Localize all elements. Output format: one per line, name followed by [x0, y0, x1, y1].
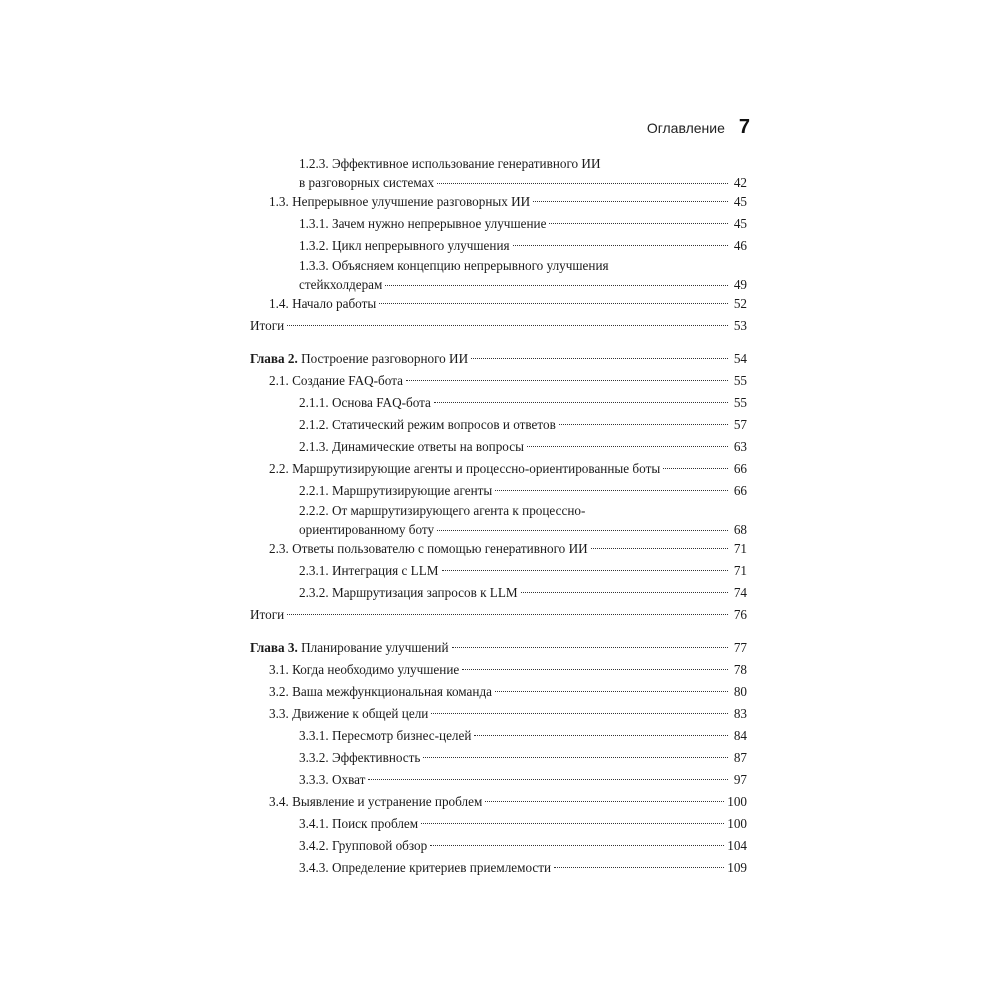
dot-leader — [554, 853, 724, 868]
toc-entry-title: 1.3.2. Цикл непрерывного улучшения — [299, 238, 510, 253]
toc-entry[interactable] — [246, 480, 747, 502]
toc-page-number: 45 — [733, 216, 747, 231]
toc-entry-title: Итоги — [250, 607, 285, 622]
toc-page-number: 80 — [733, 684, 747, 699]
toc-page-number: 63 — [733, 439, 747, 454]
toc-entry-title: 2.1.2. Статический режим вопросов и ответов — [299, 417, 556, 432]
toc-entry-title: 2.1.1. Основа FAQ-бота — [299, 395, 431, 410]
toc-entry-title: 2.3. Ответы пользователю с помощью генеративного ИИ — [269, 541, 588, 556]
toc-entry-title-line1: 2.2.2. От маршрутизирующего агента к процессно- — [299, 503, 586, 518]
toc-entry[interactable] — [246, 604, 747, 626]
toc-entry-title: 2.1. Создание FAQ-бота — [269, 373, 403, 388]
toc-entry-title: 2.2. Маршрутизирующие агенты и процессно-ориентированные боты — [269, 461, 661, 476]
toc-entry-title: 2.1.3. Динамические ответы на вопросы — [299, 439, 524, 454]
dot-leader — [437, 516, 728, 531]
toc-entry-title-line2: стейкхолдерам — [299, 277, 383, 292]
toc-entry-title: 2.2.1. Маршрутизирующие агенты — [299, 483, 493, 498]
dot-leader — [379, 289, 728, 304]
dot-leader — [430, 831, 724, 846]
toc-entry[interactable] — [246, 857, 747, 879]
toc-entry-title: 1.3.1. Зачем нужно непрерывное улучшение — [299, 216, 547, 231]
toc-entry[interactable] — [246, 235, 747, 257]
toc-page-number: 83 — [733, 706, 747, 721]
dot-leader — [406, 366, 728, 381]
toc-page-number: 76 — [733, 607, 747, 622]
running-header-title: Оглавление — [646, 120, 725, 136]
dot-leader — [431, 699, 728, 714]
dot-leader — [527, 432, 728, 447]
dot-leader — [495, 677, 728, 692]
toc-page-number: 55 — [733, 373, 747, 388]
toc-entry-title: 3.3.1. Пересмотр бизнес-целей — [299, 728, 472, 743]
dot-leader — [452, 633, 728, 648]
dot-leader — [474, 721, 728, 736]
dot-leader — [591, 534, 728, 549]
toc-entry-title-line2: в разговорных системах — [299, 175, 435, 190]
toc-entry-title: 3.3.3. Охват — [299, 772, 366, 787]
toc-entry[interactable] — [246, 155, 747, 191]
dot-leader — [368, 765, 728, 780]
toc-entry[interactable] — [246, 257, 747, 293]
toc-page-number: 42 — [733, 175, 747, 190]
toc-entry-title: 3.4.2. Групповой обзор — [299, 838, 428, 853]
toc-page-number: 71 — [733, 563, 747, 578]
toc-page-number: 77 — [733, 640, 747, 655]
dot-leader — [485, 787, 724, 802]
toc-page-number: 57 — [733, 417, 747, 432]
page-header — [620, 116, 750, 140]
dot-leader — [437, 169, 728, 184]
toc-entry-title: Итоги — [250, 318, 285, 333]
toc-page-number: 68 — [733, 522, 747, 537]
page-number: 7 — [738, 116, 750, 138]
toc-page-number: 53 — [733, 318, 747, 333]
toc-page-number: 66 — [733, 461, 747, 476]
toc-entry-title: 1.4. Начало работы — [269, 296, 377, 311]
dot-leader — [559, 410, 728, 425]
toc-page-number: 109 — [727, 860, 747, 875]
toc-entry-title: 2.3.2. Маршрутизация запросов к LLM — [299, 585, 518, 600]
dot-leader — [513, 231, 728, 246]
toc-entry-title: 1.3. Непрерывное улучшение разговорных ИИ — [269, 194, 531, 209]
toc-page-number: 54 — [733, 351, 747, 366]
chapter-title: Построение разговорного ИИ — [301, 351, 469, 366]
dot-leader — [442, 556, 729, 571]
chapter-title: Планирование улучшений — [301, 640, 449, 655]
toc-entry-title-line2: ориентированному боту — [299, 522, 435, 537]
toc-page-number: 45 — [733, 194, 747, 209]
toc-entry-title: 2.3.1. Интеграция с LLM — [299, 563, 439, 578]
toc-page-number: 78 — [733, 662, 747, 677]
toc-entry-title — [250, 637, 449, 659]
toc-entry-title-line1: 1.2.3. Эффективное использование генеративного ИИ — [299, 156, 601, 171]
dot-leader — [521, 578, 728, 593]
dot-leader — [471, 344, 728, 359]
chapter-label: Глава 3. — [250, 640, 298, 655]
toc-page-number: 104 — [727, 838, 747, 853]
toc-page-number: 100 — [727, 794, 747, 809]
toc-page-number: 100 — [727, 816, 747, 831]
dot-leader — [462, 655, 728, 670]
toc-page-number: 46 — [733, 238, 747, 253]
toc-page-number: 66 — [733, 483, 747, 498]
toc-page-number: 74 — [733, 585, 747, 600]
dot-leader — [495, 476, 728, 491]
toc-entry[interactable] — [246, 315, 747, 337]
toc-entry-title: 3.3. Движение к общей цели — [269, 706, 429, 721]
table-of-contents — [246, 155, 747, 879]
toc-page-number: 84 — [733, 728, 747, 743]
toc-entry-title-line1: 1.3.3. Объясняем концепцию непрерывного улучшения — [299, 258, 609, 273]
dot-leader — [385, 271, 728, 286]
dot-leader — [423, 743, 728, 758]
toc-entry-title: 3.4.1. Поиск проблем — [299, 816, 419, 831]
toc-page-number: 97 — [733, 772, 747, 787]
chapter-label: Глава 2. — [250, 351, 298, 366]
dot-leader — [663, 454, 728, 469]
dot-leader — [533, 187, 728, 202]
dot-leader — [421, 809, 724, 824]
toc-entry-title: 3.4.3. Определение критериев приемлемости — [299, 860, 552, 875]
toc-page-number: 55 — [733, 395, 747, 410]
toc-page-number: 52 — [733, 296, 747, 311]
toc-entry[interactable] — [246, 502, 747, 538]
dot-leader — [549, 209, 728, 224]
toc-page-number: 49 — [733, 277, 747, 292]
toc-page-number: 87 — [733, 750, 747, 765]
toc-entry-title: 3.1. Когда необходимо улучшение — [269, 662, 460, 677]
dot-leader — [287, 600, 728, 615]
toc-page-number: 71 — [733, 541, 747, 556]
toc-entry-title: 3.4. Выявление и устранение проблем — [269, 794, 483, 809]
toc-entry-title: 3.2. Ваша межфункциональная команда — [269, 684, 493, 699]
dot-leader — [287, 311, 728, 326]
toc-entry-title: 3.3.2. Эффективность — [299, 750, 421, 765]
dot-leader — [434, 388, 728, 403]
